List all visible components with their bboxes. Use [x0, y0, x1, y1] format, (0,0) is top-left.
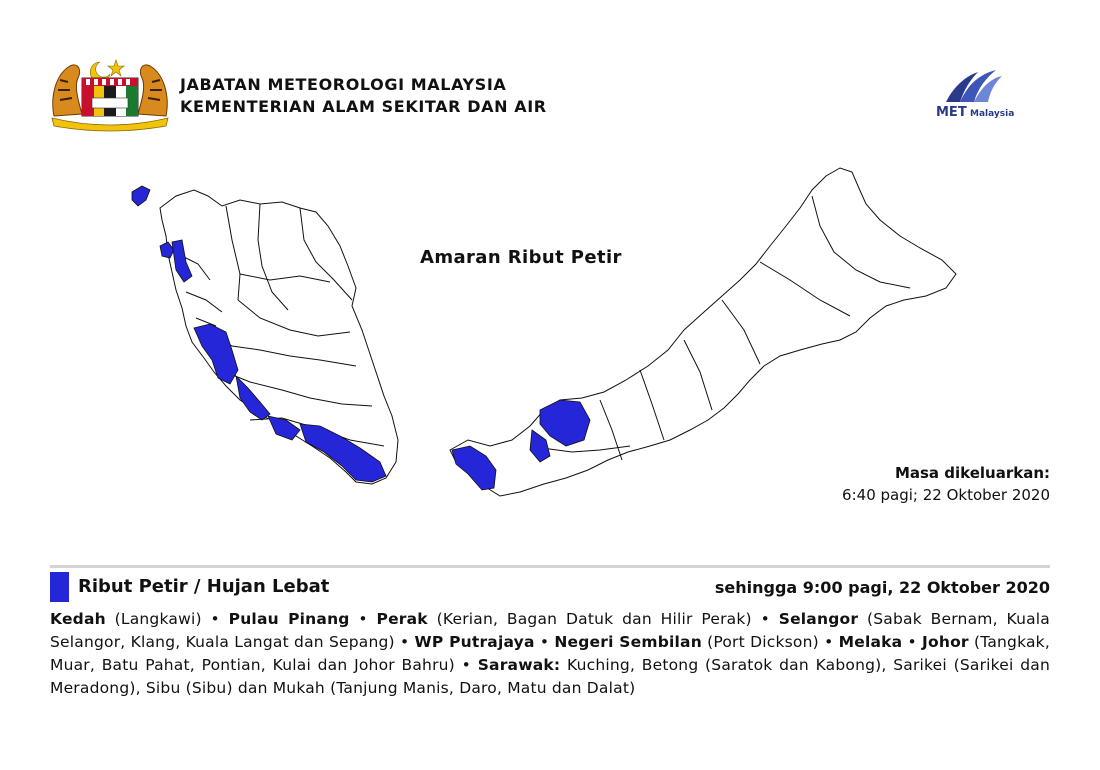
- map-title: Amaran Ribut Petir: [420, 247, 622, 268]
- area-state: WP Putrajaya: [414, 633, 535, 651]
- legend-label: Ribut Petir / Hujan Lebat: [78, 576, 330, 597]
- agency-line-2: KEMENTERIAN ALAM SEKITAR DAN AIR: [180, 97, 547, 116]
- area-separator: •: [394, 633, 415, 651]
- area-detail: (Port Dickson): [701, 633, 819, 651]
- valid-until: sehingga 9:00 pagi, 22 Oktober 2020: [714, 578, 1050, 597]
- area-state: Perak: [376, 610, 428, 628]
- area-separator: •: [902, 633, 923, 651]
- area-state: Negeri Sembilan: [554, 633, 702, 651]
- area-detail: (Sabak Bernam, Kuala Selangor, Klang, Kuala Langat dan Sepang): [50, 610, 1050, 651]
- legend-swatch: [50, 572, 69, 602]
- issued-label: Masa dikeluarkan:: [894, 464, 1050, 482]
- area-state: Sarawak:: [477, 656, 561, 674]
- issued-time: [842, 462, 1050, 506]
- area-separator: •: [534, 633, 555, 651]
- issued-value: 6:40 pagi; 22 Oktober 2020: [842, 486, 1050, 504]
- area-separator: •: [201, 610, 229, 628]
- borneo-malaysia-map: [450, 168, 956, 496]
- affected-areas-text: [50, 608, 1050, 700]
- met-malaysia-logo-icon: [930, 66, 1050, 122]
- divider: [50, 565, 1050, 568]
- peninsular-malaysia-map: [160, 190, 398, 484]
- area-separator: •: [454, 656, 478, 674]
- svg-text:Malaysia: Malaysia: [970, 109, 1015, 119]
- area-detail: Kuching, Betong (Saratok dan Kabong), Sarikei (Sarikei dan Meradong), Sibu (Sibu) dan Mukah (Tanjung Manis, Daro, Matu dan Dalat): [50, 656, 1051, 697]
- alert-area-langkawi: [132, 186, 150, 206]
- malaysia-coat-of-arms-icon: [48, 56, 172, 132]
- area-separator: •: [818, 633, 839, 651]
- area-state: Pulau Pinang: [228, 610, 350, 628]
- area-state: Selangor: [778, 610, 859, 628]
- agency-line-1: JABATAN METEOROLOGI MALAYSIA: [180, 75, 507, 94]
- area-separator: •: [751, 610, 779, 628]
- area-state: Johor: [922, 633, 969, 651]
- agency-name: [180, 74, 547, 118]
- area-detail: (Kerian, Bagan Datuk dan Hilir Perak): [427, 610, 752, 628]
- area-separator: •: [349, 610, 377, 628]
- area-detail: (Tangkak, Muar, Batu Pahat, Pontian, Kulai dan Johor Bahru): [50, 633, 1050, 674]
- area-state: Melaka: [838, 633, 903, 651]
- legend: [50, 572, 1050, 604]
- area-state: Kedah: [50, 610, 106, 628]
- area-detail: (Langkawi): [105, 610, 202, 628]
- svg-text:MET: MET: [936, 105, 967, 120]
